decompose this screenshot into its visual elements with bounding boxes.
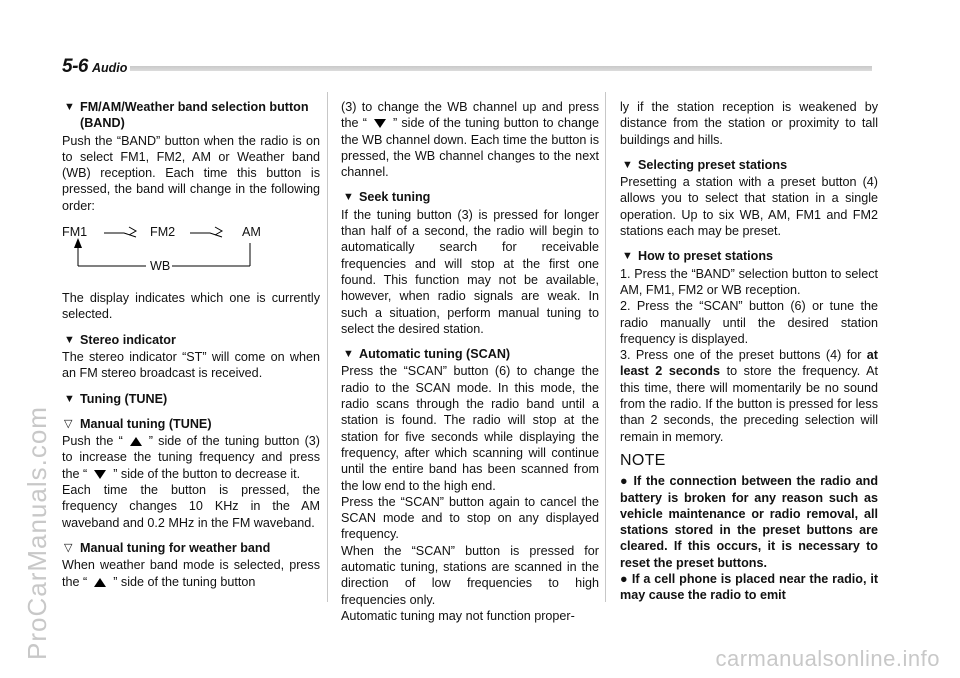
column-divider: [327, 92, 328, 602]
heading-stereo-indicator: ▼ Stereo indicator: [64, 332, 176, 347]
paragraph: Push the “ ” side of the tuning button (3) to increase the tuning frequency and press the “ ” side of the button to decrease it.: [62, 434, 320, 481]
bottom-watermark: carmanualsonline.info: [715, 646, 940, 671]
column-3: [620, 99, 878, 604]
paragraph: 1. Press the “BAND” selection button to select AM, FM1, FM2 or WB reception.: [620, 266, 878, 297]
note-block: [620, 473, 878, 603]
filled-triangle-icon: ▼: [622, 250, 633, 263]
page-number: 5-6: [62, 56, 88, 77]
paragraph: Each time the button is pressed, the frequency changes 10 KHz in the AM waveband and 0.2 MHz in the FM waveband.: [62, 483, 320, 530]
band-order-diagram: [62, 224, 320, 282]
heading-weather-band-tuning: ▽ Manual tuning for weather band: [64, 540, 271, 555]
heading-tuning: ▼ Tuning (TUNE): [64, 391, 168, 406]
filled-triangle-icon: ▼: [64, 392, 75, 405]
heading-band-selection: ▼ FM/AM/Weather band selection button (BAND): [64, 100, 309, 131]
heading-how-to-preset: ▼ How to preset stations: [622, 249, 774, 264]
paragraph: The display indicates which one is currently selected.: [62, 291, 320, 322]
filled-triangle-icon: ▼: [64, 333, 75, 346]
paragraph: (3) to change the WB channel up and press the “ ” side of the tuning button to change the WB channel down. Each time the button is pressed, the WB channel changes to the next channel.: [341, 100, 599, 180]
band-wb: WB: [150, 259, 171, 274]
band-fm2: FM2: [150, 225, 176, 240]
side-watermark: ProCarManuals.com: [22, 406, 52, 660]
heading-manual-tuning: ▽ Manual tuning (TUNE): [64, 416, 212, 431]
note-item: ● If a cell phone is placed near the radio, it may cause the radio to emit: [620, 572, 879, 603]
paragraph: When weather band mode is selected, press the “ ” side of the tuning button: [62, 558, 320, 589]
paragraph: 3. Press one of the preset buttons (4) for at least 2 seconds to store the frequency. At this time, there will momentarily be no sound from the radio. If the button is pressed for less than 2 seconds, the preceding selection will remain in memory.: [620, 348, 878, 444]
paragraph: The stereo indicator “ST” will come on when an FM stereo broadcast is received.: [62, 349, 320, 381]
band-fm1: FM1: [62, 225, 88, 240]
paragraph: ly if the station reception is weakened by distance from the station or proximity to tall buildings and hills.: [620, 100, 878, 147]
column-2: [341, 99, 599, 624]
band-am: AM: [242, 225, 261, 240]
outline-triangle-icon: ▽: [64, 417, 73, 430]
section-title: Audio: [92, 61, 128, 75]
paragraph: If the tuning button (3) is pressed for longer than half of a second, the radio will begin to automatically search for receivable frequencies and will stop at the first one found. This function may not be available, however, when radio signals are weak. In such a situation, perform manual tuning to select the desired station.: [341, 207, 599, 336]
paragraph: Presetting a station with a preset button (4) allows you to select that station in a single operation. Up to six WB, AM, FM1 and FM2 stations each may be preset.: [620, 175, 878, 239]
heading-selecting-preset: ▼ Selecting preset stations: [622, 157, 788, 172]
band-order-arrows: [62, 224, 320, 282]
column-1: [62, 99, 320, 590]
note-item: ● If the connection between the radio and battery is broken for any reason such as vehicle maintenance or radio removal, all stations stored in the preset buttons are cleared. If this occurs, it is necessary to reset the preset buttons.: [620, 474, 879, 570]
note-title: NOTE: [620, 451, 666, 469]
paragraph: Automatic tuning may not function proper-: [341, 608, 575, 623]
column-divider: [605, 92, 606, 602]
up-triangle-icon: [130, 437, 142, 446]
bullet-icon: ●: [620, 572, 628, 587]
filled-triangle-icon: ▼: [622, 158, 633, 171]
heading-seek-tuning: ▼ Seek tuning: [343, 190, 431, 205]
paragraph: Press the “SCAN” button again to cancel the SCAN mode and to stop on any displayed frequency.: [341, 494, 599, 542]
down-triangle-icon: [94, 470, 106, 479]
heading-automatic-tuning: ▼ Automatic tuning (SCAN): [343, 347, 511, 362]
paragraph: 2. Press the “SCAN” button (6) or tune the radio manually until the desired station frequency is displayed.: [620, 299, 878, 346]
outline-triangle-icon: ▽: [64, 541, 73, 554]
bullet-icon: ●: [620, 474, 629, 489]
up-triangle-icon: [94, 578, 106, 587]
header-rule: [130, 66, 872, 71]
paragraph: When the “SCAN” button is pressed for automatic tuning, stations are scanned in the direction of low frequencies to high frequencies only.: [341, 543, 599, 607]
down-triangle-icon: [374, 119, 386, 128]
filled-triangle-icon: ▼: [343, 191, 354, 204]
filled-triangle-icon: ▼: [64, 101, 75, 113]
paragraph: Press the “SCAN” button (6) to change the radio to the SCAN mode. In this mode, the radio scans through the radio band until a station is found. The radio will stop at the station for five seconds while displaying the frequency, after which scanning will continue until the entire band has been scanned from the low end to the high end.: [341, 364, 599, 493]
filled-triangle-icon: ▼: [343, 348, 354, 361]
paragraph: Push the “BAND” button when the radio is on to select FM1, FM2, AM or Weather band (WB) reception. Each time this button is pressed, the band will change in the following order:: [62, 133, 320, 213]
